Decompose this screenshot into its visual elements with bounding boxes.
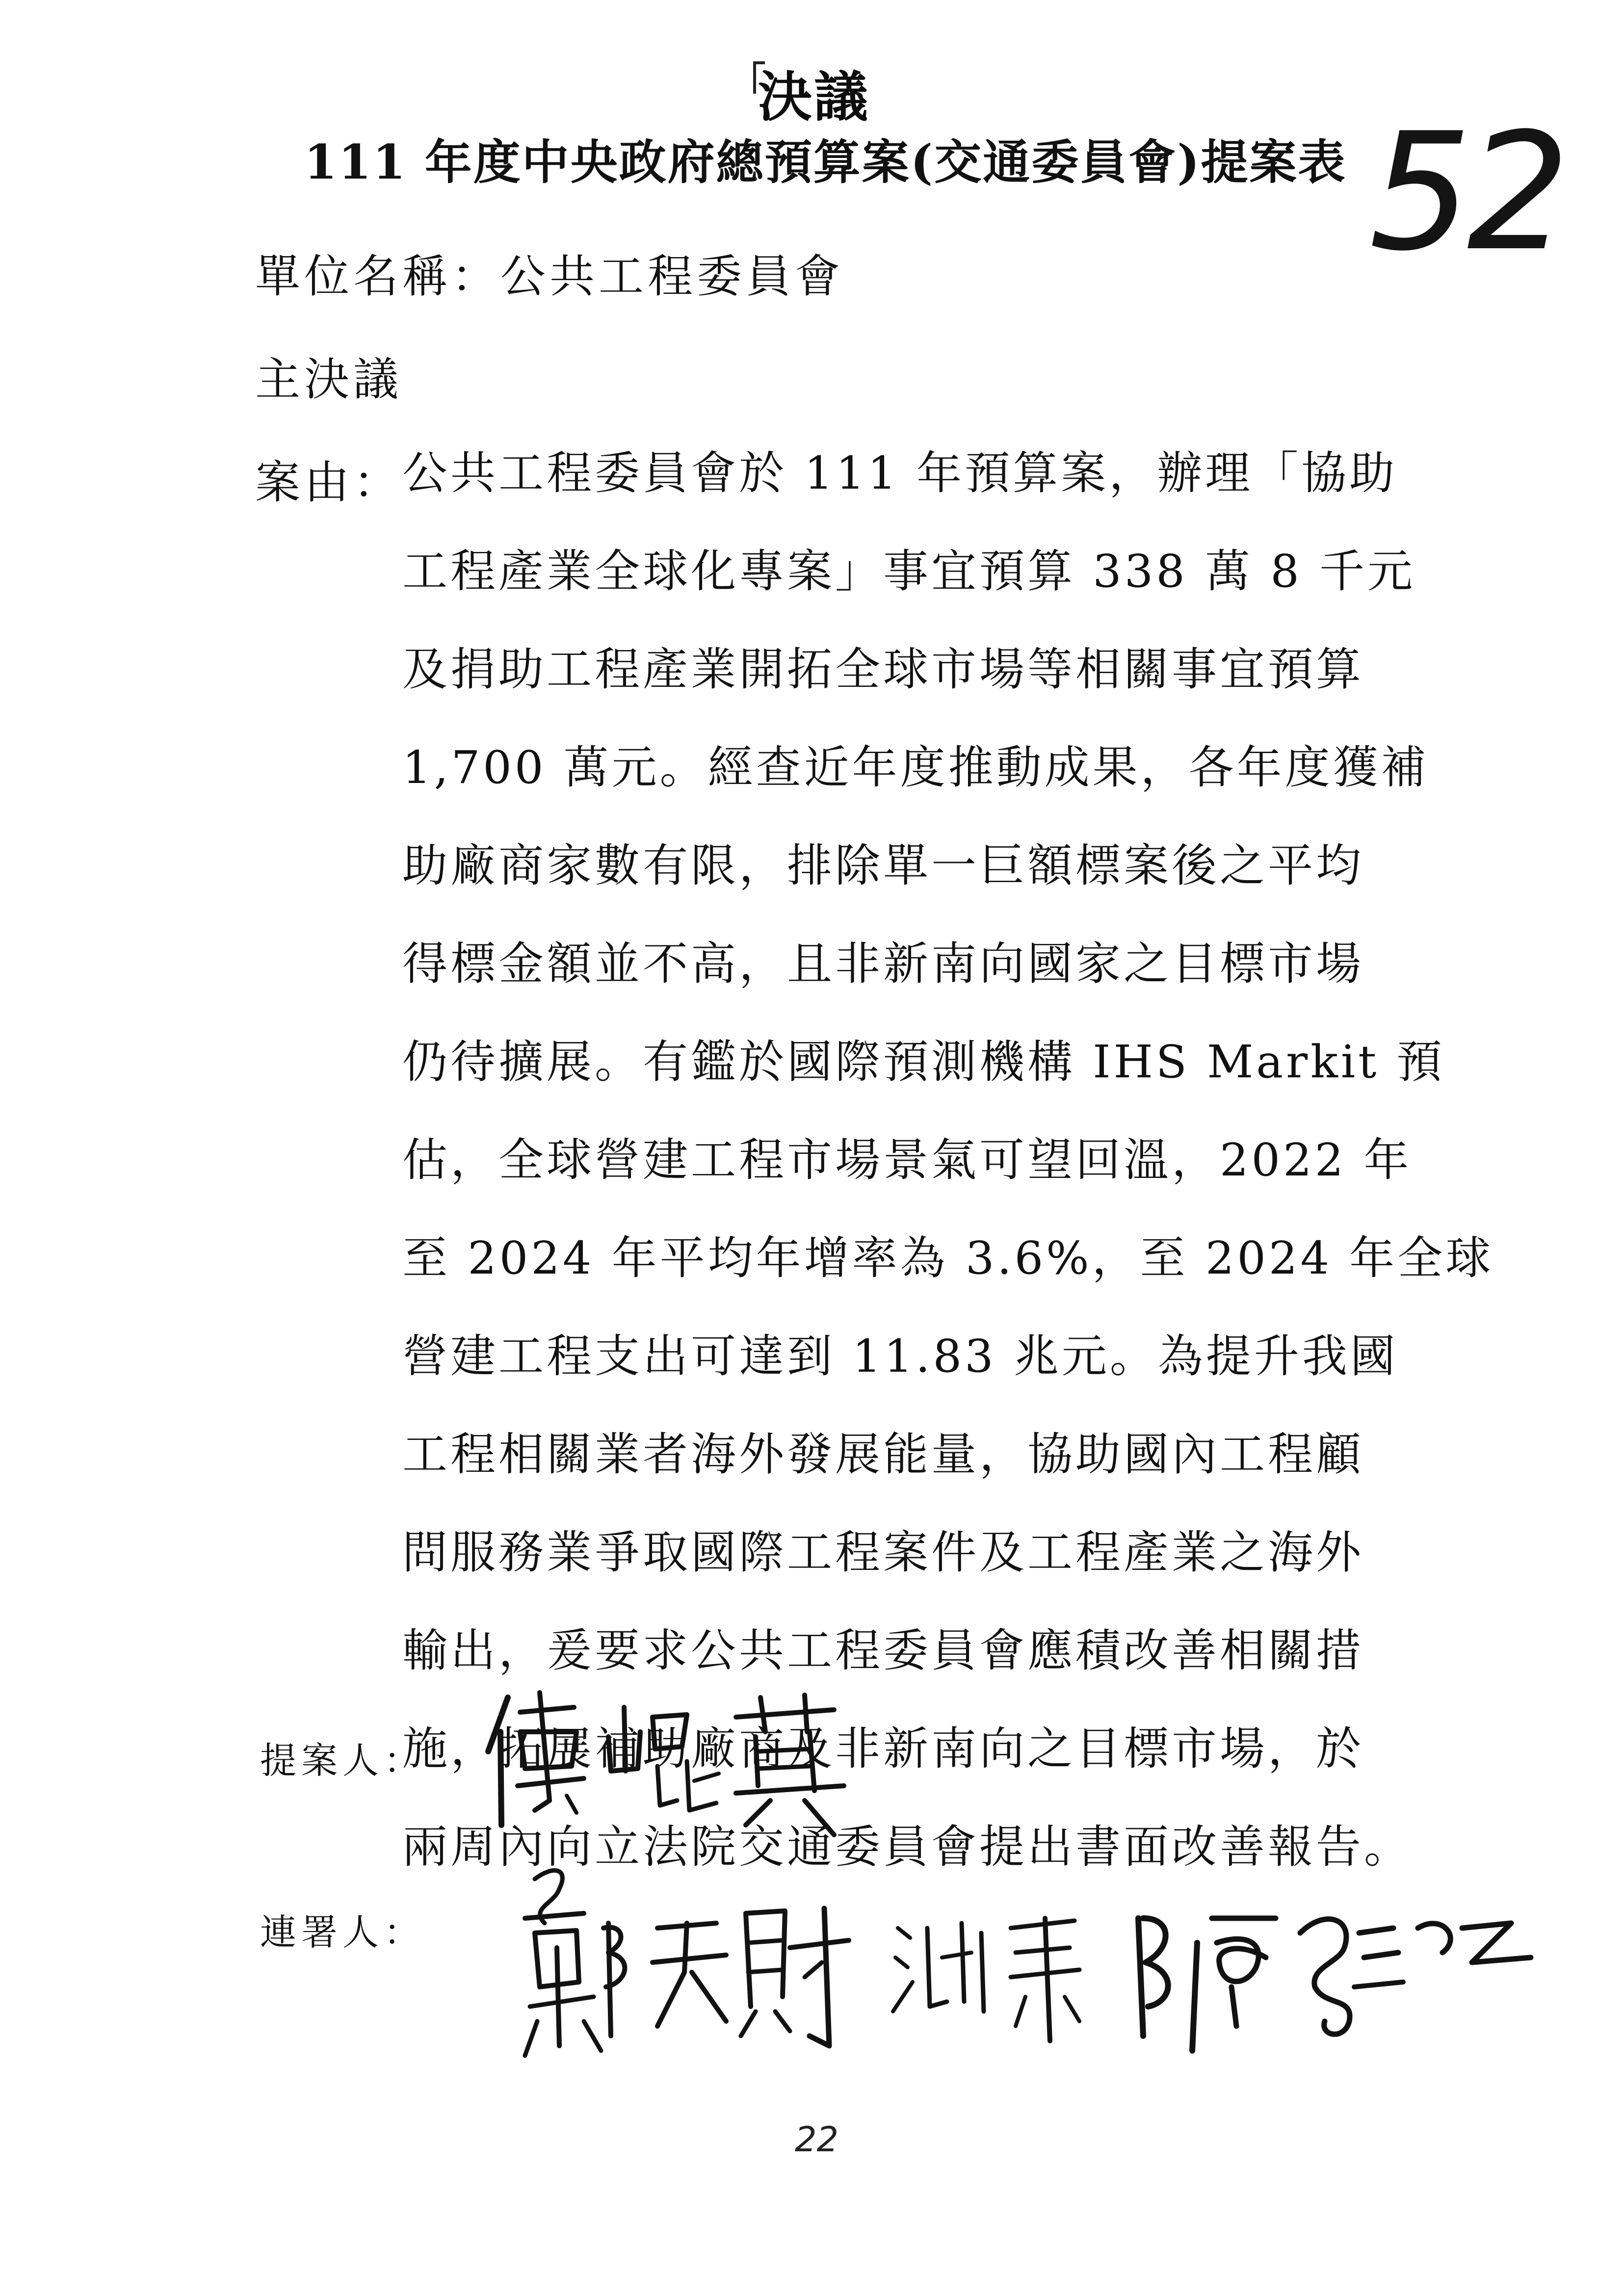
reason-line: 兩周內向立法院交通委員會提出書面改善報告。 (402, 1821, 1413, 1873)
unit-row (255, 240, 844, 305)
reason-line: 問服務業爭取國際工程案件及工程產業之海外 (402, 1526, 1364, 1579)
reason-line: 仍待擴展。有鑑於國際預測機構 IHS Markit 預 (402, 1036, 1445, 1088)
reason-line: 1,700 萬元。經查近年度推動成果，各年度獲補 (402, 741, 1429, 794)
cosigner-signature (1119, 1889, 1550, 2065)
resolution-type: 主決議 (255, 353, 403, 406)
reason-line: 公共工程委員會於 111 年預算案，辦理「協助 (402, 447, 1398, 499)
proposer-label: 提案人： (260, 1740, 425, 1782)
reason-line: 助廠商家數有限，排除單一巨額標案後之平均 (402, 839, 1364, 892)
cosigner-signature (883, 1899, 1109, 2046)
proposer-signature (471, 1678, 854, 1840)
cosigner-signature (510, 1850, 854, 2065)
reason-line: 營建工程支出可達到 11.83 兆元。為提升我國 (402, 1330, 1398, 1383)
reason-label: 案由： (255, 456, 403, 509)
reason-line: 施，拓展補助廠商及非新南向之目標市場，於 (402, 1722, 1364, 1775)
cosigner-label: 連署人： (260, 1911, 425, 1954)
unit-label: 單位名稱： (255, 250, 501, 303)
footer-handwritten-mark: 22 (795, 2119, 839, 2160)
reason-line: 至 2024 年平均年增率為 3.6%，至 2024 年全球 (402, 1232, 1494, 1284)
unit-value: 公共工程委員會 (500, 250, 844, 303)
reason-line: 得標金額並不高，且非新南向國家之目標市場 (402, 938, 1364, 990)
resolution-stamp: 決議 (758, 65, 870, 129)
reason-line: 及捐助工程產業開拓全球市場等相關事宜預算 (402, 643, 1364, 696)
handwritten-page-number: 52 (1369, 98, 1565, 287)
reason-line: 估，全球營建工程市場景氣可望回溫，2022 年 (402, 1134, 1412, 1186)
reason-line: 工程產業全球化專案」事宜預算 338 萬 8 千元 (402, 545, 1416, 598)
page-title: 111 年度中央政府總預算案(交通委員會)提案表 (304, 134, 1347, 190)
reason-line: 工程相關業者海外發展能量，協助國內工程顧 (402, 1428, 1364, 1481)
reason-line: 輸出，爰要求公共工程委員會應積改善相關措 (402, 1624, 1364, 1677)
